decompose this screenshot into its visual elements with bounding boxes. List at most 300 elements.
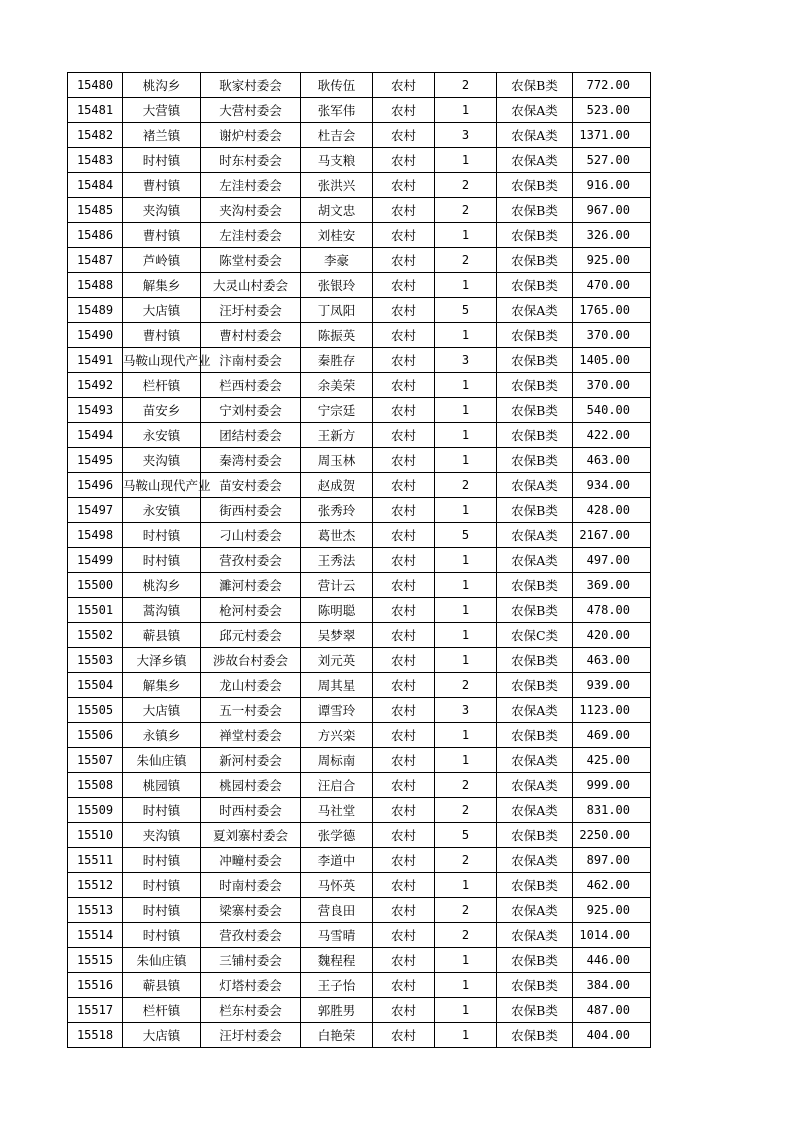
insurance-category-cell: 农保B类 [497, 573, 573, 598]
name-cell: 张秀玲 [301, 498, 373, 523]
town-cell: 夹沟镇 [123, 823, 201, 848]
insurance-category-cell: 农保B类 [497, 823, 573, 848]
residence-type-cell: 农村 [373, 723, 435, 748]
name-cell: 营计云 [301, 573, 373, 598]
table-row [68, 423, 651, 448]
town-cell: 大店镇 [123, 1023, 201, 1048]
residence-type-cell: 农村 [373, 198, 435, 223]
name-cell: 马怀英 [301, 873, 373, 898]
village-committee-cell: 禅堂村委会 [201, 723, 301, 748]
town-cell: 芦岭镇 [123, 248, 201, 273]
table-row [68, 748, 651, 773]
town-cell: 时村镇 [123, 798, 201, 823]
village-committee-cell: 时西村委会 [201, 798, 301, 823]
household-count-cell: 2 [435, 798, 497, 823]
town-cell: 曹村镇 [123, 223, 201, 248]
amount-cell: 897.00 [573, 848, 651, 873]
village-committee-cell: 汪圩村委会 [201, 1023, 301, 1048]
insurance-category-cell: 农保A类 [497, 148, 573, 173]
insurance-category-cell: 农保A类 [497, 798, 573, 823]
village-committee-cell: 时南村委会 [201, 873, 301, 898]
name-cell: 马雪晴 [301, 923, 373, 948]
amount-cell: 967.00 [573, 198, 651, 223]
insurance-category-cell: 农保B类 [497, 723, 573, 748]
village-committee-cell: 邱元村委会 [201, 623, 301, 648]
record-id-cell: 15484 [68, 173, 123, 198]
household-count-cell: 1 [435, 273, 497, 298]
residence-type-cell: 农村 [373, 73, 435, 98]
amount-cell: 462.00 [573, 873, 651, 898]
table-row [68, 873, 651, 898]
name-cell: 李豪 [301, 248, 373, 273]
name-cell: 周其星 [301, 673, 373, 698]
amount-cell: 487.00 [573, 998, 651, 1023]
record-id-cell: 15510 [68, 823, 123, 848]
insurance-category-cell: 农保A类 [497, 123, 573, 148]
insurance-category-cell: 农保B类 [497, 398, 573, 423]
insurance-category-cell: 农保B类 [497, 73, 573, 98]
amount-cell: 470.00 [573, 273, 651, 298]
name-cell: 陈振英 [301, 323, 373, 348]
roster-table [67, 72, 651, 1048]
record-id-cell: 15490 [68, 323, 123, 348]
village-committee-cell: 街西村委会 [201, 498, 301, 523]
household-count-cell: 2 [435, 898, 497, 923]
table-row [68, 623, 651, 648]
residence-type-cell: 农村 [373, 323, 435, 348]
residence-type-cell: 农村 [373, 573, 435, 598]
insurance-category-cell: 农保B类 [497, 273, 573, 298]
village-committee-cell: 耿家村委会 [201, 73, 301, 98]
village-committee-cell: 桃园村委会 [201, 773, 301, 798]
residence-type-cell: 农村 [373, 223, 435, 248]
residence-type-cell: 农村 [373, 748, 435, 773]
record-id-cell: 15483 [68, 148, 123, 173]
insurance-category-cell: 农保A类 [497, 473, 573, 498]
town-cell: 永安镇 [123, 423, 201, 448]
record-id-cell: 15514 [68, 923, 123, 948]
amount-cell: 1014.00 [573, 923, 651, 948]
record-id-cell: 15511 [68, 848, 123, 873]
amount-cell: 463.00 [573, 648, 651, 673]
residence-type-cell: 农村 [373, 548, 435, 573]
residence-type-cell: 农村 [373, 523, 435, 548]
village-committee-cell: 夏刘寨村委会 [201, 823, 301, 848]
town-cell: 永安镇 [123, 498, 201, 523]
village-committee-cell: 龙山村委会 [201, 673, 301, 698]
insurance-category-cell: 农保A类 [497, 298, 573, 323]
household-count-cell: 2 [435, 848, 497, 873]
name-cell: 马社堂 [301, 798, 373, 823]
table-row [68, 648, 651, 673]
name-cell: 杜吉会 [301, 123, 373, 148]
residence-type-cell: 农村 [373, 248, 435, 273]
record-id-cell: 15480 [68, 73, 123, 98]
amount-cell: 478.00 [573, 598, 651, 623]
record-id-cell: 15517 [68, 998, 123, 1023]
insurance-category-cell: 农保A类 [497, 773, 573, 798]
village-committee-cell: 曹村村委会 [201, 323, 301, 348]
household-count-cell: 1 [435, 373, 497, 398]
town-cell: 夹沟镇 [123, 198, 201, 223]
insurance-category-cell: 农保B类 [497, 1023, 573, 1048]
town-cell: 蒿沟镇 [123, 598, 201, 623]
record-id-cell: 15507 [68, 748, 123, 773]
village-committee-cell: 夹沟村委会 [201, 198, 301, 223]
name-cell: 丁凤阳 [301, 298, 373, 323]
residence-type-cell: 农村 [373, 798, 435, 823]
record-id-cell: 15516 [68, 973, 123, 998]
table-row [68, 348, 651, 373]
village-committee-cell: 刁山村委会 [201, 523, 301, 548]
residence-type-cell: 农村 [373, 848, 435, 873]
town-cell: 桃沟乡 [123, 73, 201, 98]
village-committee-cell: 时东村委会 [201, 148, 301, 173]
insurance-category-cell: 农保B类 [497, 323, 573, 348]
town-cell: 褚兰镇 [123, 123, 201, 148]
table-row [68, 973, 651, 998]
insurance-category-cell: 农保A类 [497, 98, 573, 123]
amount-cell: 404.00 [573, 1023, 651, 1048]
amount-cell: 925.00 [573, 898, 651, 923]
table-row [68, 298, 651, 323]
table-row [68, 373, 651, 398]
table-row [68, 323, 651, 348]
village-committee-cell: 新河村委会 [201, 748, 301, 773]
residence-type-cell: 农村 [373, 623, 435, 648]
household-count-cell: 1 [435, 723, 497, 748]
town-cell: 永镇乡 [123, 723, 201, 748]
amount-cell: 772.00 [573, 73, 651, 98]
amount-cell: 1371.00 [573, 123, 651, 148]
insurance-category-cell: 农保C类 [497, 623, 573, 648]
table-row [68, 673, 651, 698]
household-count-cell: 2 [435, 248, 497, 273]
residence-type-cell: 农村 [373, 473, 435, 498]
amount-cell: 446.00 [573, 948, 651, 973]
table-row [68, 498, 651, 523]
village-committee-cell: 梁寨村委会 [201, 898, 301, 923]
village-committee-cell: 营孜村委会 [201, 548, 301, 573]
residence-type-cell: 农村 [373, 448, 435, 473]
town-cell: 时村镇 [123, 548, 201, 573]
village-committee-cell: 宁刘村委会 [201, 398, 301, 423]
name-cell: 耿传伍 [301, 73, 373, 98]
table-row [68, 998, 651, 1023]
amount-cell: 420.00 [573, 623, 651, 648]
town-cell: 曹村镇 [123, 173, 201, 198]
amount-cell: 999.00 [573, 773, 651, 798]
household-count-cell: 1 [435, 498, 497, 523]
insurance-category-cell: 农保A类 [497, 523, 573, 548]
record-id-cell: 15501 [68, 598, 123, 623]
household-count-cell: 5 [435, 523, 497, 548]
table-row [68, 198, 651, 223]
village-committee-cell: 三铺村委会 [201, 948, 301, 973]
residence-type-cell: 农村 [373, 398, 435, 423]
village-committee-cell: 冲疃村委会 [201, 848, 301, 873]
record-id-cell: 15508 [68, 773, 123, 798]
town-cell: 栏杆镇 [123, 373, 201, 398]
town-cell: 栏杆镇 [123, 998, 201, 1023]
amount-cell: 1405.00 [573, 348, 651, 373]
amount-cell: 1123.00 [573, 698, 651, 723]
table-row [68, 123, 651, 148]
town-cell: 苗安乡 [123, 398, 201, 423]
name-cell: 陈明聪 [301, 598, 373, 623]
name-cell: 张银玲 [301, 273, 373, 298]
table-row [68, 923, 651, 948]
insurance-category-cell: 农保A类 [497, 748, 573, 773]
amount-cell: 469.00 [573, 723, 651, 748]
amount-cell: 497.00 [573, 548, 651, 573]
residence-type-cell: 农村 [373, 148, 435, 173]
town-cell: 时村镇 [123, 873, 201, 898]
insurance-category-cell: 农保B类 [497, 373, 573, 398]
name-cell: 郭胜男 [301, 998, 373, 1023]
village-committee-cell: 濉河村委会 [201, 573, 301, 598]
residence-type-cell: 农村 [373, 773, 435, 798]
town-cell: 马鞍山现代产业 [123, 473, 201, 498]
amount-cell: 370.00 [573, 373, 651, 398]
amount-cell: 326.00 [573, 223, 651, 248]
table-row [68, 698, 651, 723]
name-cell: 胡文忠 [301, 198, 373, 223]
residence-type-cell: 农村 [373, 923, 435, 948]
amount-cell: 370.00 [573, 323, 651, 348]
town-cell: 时村镇 [123, 923, 201, 948]
residence-type-cell: 农村 [373, 498, 435, 523]
name-cell: 刘元英 [301, 648, 373, 673]
household-count-cell: 3 [435, 348, 497, 373]
residence-type-cell: 农村 [373, 898, 435, 923]
town-cell: 桃园镇 [123, 773, 201, 798]
household-count-cell: 1 [435, 598, 497, 623]
household-count-cell: 1 [435, 323, 497, 348]
residence-type-cell: 农村 [373, 273, 435, 298]
household-count-cell: 2 [435, 198, 497, 223]
record-id-cell: 15498 [68, 523, 123, 548]
record-id-cell: 15493 [68, 398, 123, 423]
amount-cell: 425.00 [573, 748, 651, 773]
residence-type-cell: 农村 [373, 373, 435, 398]
table-row [68, 398, 651, 423]
amount-cell: 916.00 [573, 173, 651, 198]
village-committee-cell: 涉故台村委会 [201, 648, 301, 673]
village-committee-cell: 五一村委会 [201, 698, 301, 723]
amount-cell: 428.00 [573, 498, 651, 523]
insurance-category-cell: 农保B类 [497, 648, 573, 673]
household-count-cell: 1 [435, 648, 497, 673]
household-count-cell: 2 [435, 673, 497, 698]
insurance-category-cell: 农保A类 [497, 923, 573, 948]
table-row [68, 248, 651, 273]
household-count-cell: 1 [435, 223, 497, 248]
record-id-cell: 15504 [68, 673, 123, 698]
name-cell: 宁宗廷 [301, 398, 373, 423]
amount-cell: 369.00 [573, 573, 651, 598]
village-committee-cell: 汪圩村委会 [201, 298, 301, 323]
table-row [68, 1023, 651, 1048]
name-cell: 张学德 [301, 823, 373, 848]
record-id-cell: 15491 [68, 348, 123, 373]
residence-type-cell: 农村 [373, 873, 435, 898]
name-cell: 张洪兴 [301, 173, 373, 198]
name-cell: 周标南 [301, 748, 373, 773]
insurance-category-cell: 农保B类 [497, 198, 573, 223]
household-count-cell: 1 [435, 548, 497, 573]
amount-cell: 422.00 [573, 423, 651, 448]
village-committee-cell: 苗安村委会 [201, 473, 301, 498]
record-id-cell: 15482 [68, 123, 123, 148]
town-cell: 大泽乡镇 [123, 648, 201, 673]
record-id-cell: 15492 [68, 373, 123, 398]
insurance-category-cell: 农保B类 [497, 248, 573, 273]
table-row [68, 473, 651, 498]
record-id-cell: 15487 [68, 248, 123, 273]
name-cell: 秦胜存 [301, 348, 373, 373]
name-cell: 王新方 [301, 423, 373, 448]
residence-type-cell: 农村 [373, 348, 435, 373]
table-row [68, 723, 651, 748]
amount-cell: 523.00 [573, 98, 651, 123]
village-committee-cell: 秦湾村委会 [201, 448, 301, 473]
residence-type-cell: 农村 [373, 673, 435, 698]
name-cell: 谭雪玲 [301, 698, 373, 723]
town-cell: 马鞍山现代产业 [123, 348, 201, 373]
insurance-category-cell: 农保B类 [497, 498, 573, 523]
household-count-cell: 1 [435, 423, 497, 448]
town-cell: 朱仙庄镇 [123, 948, 201, 973]
name-cell: 李道中 [301, 848, 373, 873]
residence-type-cell: 农村 [373, 973, 435, 998]
name-cell: 周玉林 [301, 448, 373, 473]
household-count-cell: 1 [435, 623, 497, 648]
town-cell: 时村镇 [123, 848, 201, 873]
residence-type-cell: 农村 [373, 823, 435, 848]
household-count-cell: 5 [435, 298, 497, 323]
insurance-category-cell: 农保B类 [497, 423, 573, 448]
town-cell: 曹村镇 [123, 323, 201, 348]
residence-type-cell: 农村 [373, 948, 435, 973]
record-id-cell: 15505 [68, 698, 123, 723]
town-cell: 大店镇 [123, 698, 201, 723]
insurance-category-cell: 农保B类 [497, 998, 573, 1023]
name-cell: 汪启合 [301, 773, 373, 798]
record-id-cell: 15497 [68, 498, 123, 523]
name-cell: 张军伟 [301, 98, 373, 123]
record-id-cell: 15485 [68, 198, 123, 223]
household-count-cell: 1 [435, 398, 497, 423]
table-row [68, 948, 651, 973]
household-count-cell: 2 [435, 473, 497, 498]
insurance-category-cell: 农保B类 [497, 873, 573, 898]
record-id-cell: 15506 [68, 723, 123, 748]
residence-type-cell: 农村 [373, 1023, 435, 1048]
table-row [68, 898, 651, 923]
amount-cell: 2167.00 [573, 523, 651, 548]
record-id-cell: 15486 [68, 223, 123, 248]
amount-cell: 384.00 [573, 973, 651, 998]
record-id-cell: 15502 [68, 623, 123, 648]
table-row [68, 823, 651, 848]
town-cell: 大营镇 [123, 98, 201, 123]
table-row [68, 448, 651, 473]
insurance-category-cell: 农保B类 [497, 448, 573, 473]
household-count-cell: 2 [435, 173, 497, 198]
amount-cell: 2250.00 [573, 823, 651, 848]
insurance-category-cell: 农保B类 [497, 973, 573, 998]
residence-type-cell: 农村 [373, 698, 435, 723]
residence-type-cell: 农村 [373, 598, 435, 623]
insurance-category-cell: 农保A类 [497, 898, 573, 923]
town-cell: 时村镇 [123, 898, 201, 923]
village-committee-cell: 大灵山村委会 [201, 273, 301, 298]
village-committee-cell: 枪河村委会 [201, 598, 301, 623]
amount-cell: 527.00 [573, 148, 651, 173]
name-cell: 赵成贺 [301, 473, 373, 498]
table-row [68, 148, 651, 173]
record-id-cell: 15488 [68, 273, 123, 298]
residence-type-cell: 农村 [373, 98, 435, 123]
amount-cell: 939.00 [573, 673, 651, 698]
record-id-cell: 15512 [68, 873, 123, 898]
table-row [68, 848, 651, 873]
town-cell: 解集乡 [123, 273, 201, 298]
household-count-cell: 3 [435, 698, 497, 723]
household-count-cell: 1 [435, 973, 497, 998]
residence-type-cell: 农村 [373, 123, 435, 148]
household-count-cell: 1 [435, 998, 497, 1023]
village-committee-cell: 陈堂村委会 [201, 248, 301, 273]
name-cell: 王子怡 [301, 973, 373, 998]
name-cell: 魏程程 [301, 948, 373, 973]
village-committee-cell: 营孜村委会 [201, 923, 301, 948]
village-committee-cell: 栏东村委会 [201, 998, 301, 1023]
table-row [68, 173, 651, 198]
name-cell: 白艳荣 [301, 1023, 373, 1048]
record-id-cell: 15496 [68, 473, 123, 498]
record-id-cell: 15513 [68, 898, 123, 923]
table-row [68, 223, 651, 248]
record-id-cell: 15518 [68, 1023, 123, 1048]
name-cell: 马支粮 [301, 148, 373, 173]
town-cell: 大店镇 [123, 298, 201, 323]
household-count-cell: 1 [435, 448, 497, 473]
insurance-category-cell: 农保B类 [497, 173, 573, 198]
record-id-cell: 15494 [68, 423, 123, 448]
insurance-category-cell: 农保A类 [497, 848, 573, 873]
name-cell: 葛世杰 [301, 523, 373, 548]
town-cell: 时村镇 [123, 148, 201, 173]
record-id-cell: 15481 [68, 98, 123, 123]
household-count-cell: 1 [435, 748, 497, 773]
table-row [68, 98, 651, 123]
town-cell: 蕲县镇 [123, 973, 201, 998]
insurance-category-cell: 农保B类 [497, 948, 573, 973]
household-count-cell: 2 [435, 773, 497, 798]
village-committee-cell: 左洼村委会 [201, 223, 301, 248]
residence-type-cell: 农村 [373, 423, 435, 448]
town-cell: 时村镇 [123, 523, 201, 548]
table-row [68, 548, 651, 573]
record-id-cell: 15495 [68, 448, 123, 473]
name-cell: 方兴栾 [301, 723, 373, 748]
record-id-cell: 15499 [68, 548, 123, 573]
amount-cell: 925.00 [573, 248, 651, 273]
town-cell: 夹沟镇 [123, 448, 201, 473]
name-cell: 吴梦翠 [301, 623, 373, 648]
